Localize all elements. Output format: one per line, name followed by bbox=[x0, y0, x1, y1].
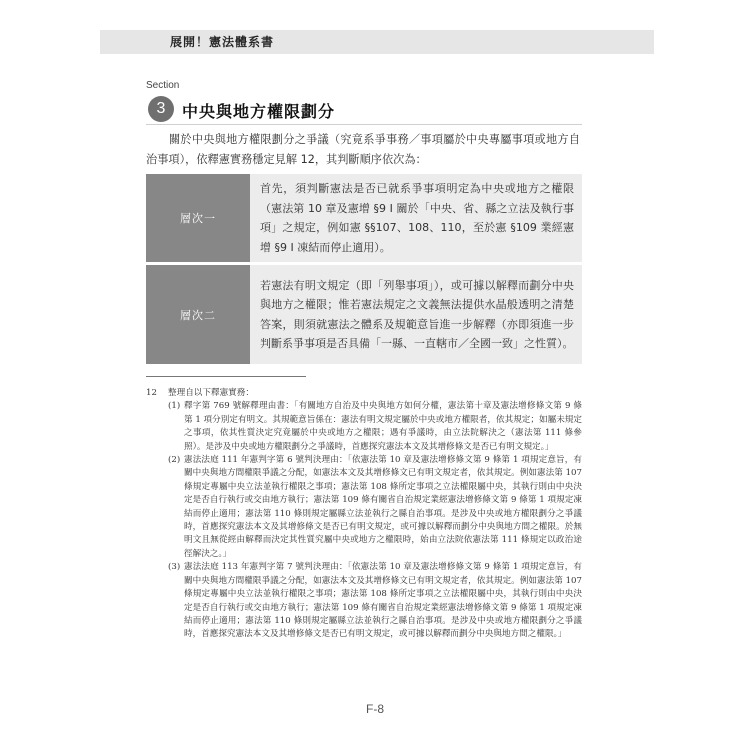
footnote-item-number: (2) bbox=[168, 455, 181, 466]
footnote-item-number: (1) bbox=[168, 401, 181, 412]
tier-label: 層次一 bbox=[146, 174, 250, 262]
footnote-item-text: 憲法法庭 113 年憲判字第 7 號判決理由：「依憲法第 10 章及憲法增修條文第 9 條第 1 項規定意旨，有關中央與地方間權限爭議之分配，如憲法本文及其增修條文已有明文規定者，依其規定。例如憲法第 107 條規定專屬中央立法並執行權限之事項；憲法第 108 條所定事項之立法權限屬中央，其執行則由中央決定是否自行執行或交由地方執行；憲法第 109 條有關省自治規定業經憲法增修條文第 9 條第 1 項規定凍結而停止適用；憲法第 110 條則規定屬縣立法並執行之縣自治事項。是涉及中央或地方權限劃分之爭議時，首應探究憲法本文及其增修條文是否已有明文規定，或可據以解釋而劃分中央與地方間之權限。」 bbox=[184, 562, 582, 640]
tier-row bbox=[146, 174, 582, 262]
footnote-number: 12 bbox=[146, 388, 157, 398]
footnote-item bbox=[168, 454, 582, 561]
section-label: Section bbox=[146, 80, 180, 91]
footnote-heading bbox=[146, 387, 582, 400]
tier-row bbox=[146, 265, 582, 364]
footnotes bbox=[146, 387, 582, 642]
footnote-item-text: 憲法法庭 111 年憲判字第 6 號判決理由：「依憲法第 10 章及憲法增修條文第 9 條第 1 項規定意旨，有關中央與地方間權限爭議之分配，如憲法本文及其增修條文已有明文規定者，依其規定。例如憲法第 107 條規定專屬中央立法並執行權限之事項；憲法第 108 條所定事項之立法權限屬中央，其執行則由中央決定是否自行執行或交由地方執行；憲法第 109 條有關省自治規定業經憲法增修條文第 9 條第 1 項規定凍結而停止適用；憲法第 110 條則規定屬縣立法並執行之縣自治事項。是涉及中央或地方權限劃分之爭議時，首應探究憲法本文及其增修條文是否已有明文規定，或可據以解釋而劃分中央與地方間之權限。於無明文且無從經由解釋而決定其性質究屬中央或地方之權限時，始由立法院依憲法第 111 條規定以政治途徑解決之。」 bbox=[184, 455, 582, 559]
footnote-title: 整理自以下釋憲實務： bbox=[168, 388, 254, 398]
section-title: 中央與地方權限劃分 bbox=[182, 102, 336, 121]
tier-text: 首先，須判斷憲法是否已就系爭事項明定為中央或地方之權限（憲法第 10 章及憲增 §9 Ⅰ 關於「中央、省、縣之立法及執行事項」之規定，例如憲 §§107、108、110，至於憲 §109 業經憲增 §9 Ⅰ 凍結而停止適用）。 bbox=[250, 174, 582, 262]
intro-paragraph: 關於中央與地方權限劃分之爭議（究竟系爭事務／事項屬於中央專屬事項或地方自治事項），依釋憲實務穩定見解 12，其判斷順序依次為： bbox=[146, 133, 580, 166]
page-number: F-8 bbox=[366, 702, 384, 716]
running-header-title: 展開！憲法體系書 bbox=[170, 35, 275, 49]
section-number-badge: 3 bbox=[148, 96, 174, 122]
tier-label: 層次二 bbox=[146, 265, 250, 364]
footnote-item bbox=[168, 561, 582, 641]
tier-text: 若憲法有明文規定（即「列舉事項」），或可據以解釋而劃分中央與地方之權限；惟若憲法規定之文義無法提供水晶般透明之清楚答案，則須就憲法之體系及規範意旨進一步解釋（亦即須進一步判斷系爭事項是否具備「一縣、一直轄市／全國一致」之性質）。 bbox=[250, 265, 582, 364]
footnote-item-text: 釋字第 769 號解釋理由書：「有關地方自治及中央與地方如何分權，憲法第十章及憲法增修條文第 9 條第 1 項分別定有明文。其規範意旨係在：憲法有明文規定屬於中央或地方權限者，依其規定；如屬未規定之事項，依其性質決定究竟屬於中央或地方之權限；遇有爭議時，由立法院解決之（憲法第 111 條參照）。是涉及中央或地方權限劃分之爭議時，首應探究憲法本文及其增修條文是否已有明文規定。」 bbox=[184, 401, 582, 452]
tier-table bbox=[146, 174, 582, 364]
footnote-item bbox=[168, 400, 582, 454]
footnote-item-number: (3) bbox=[168, 562, 181, 573]
footnote-divider bbox=[146, 376, 306, 377]
section-divider bbox=[146, 124, 582, 125]
